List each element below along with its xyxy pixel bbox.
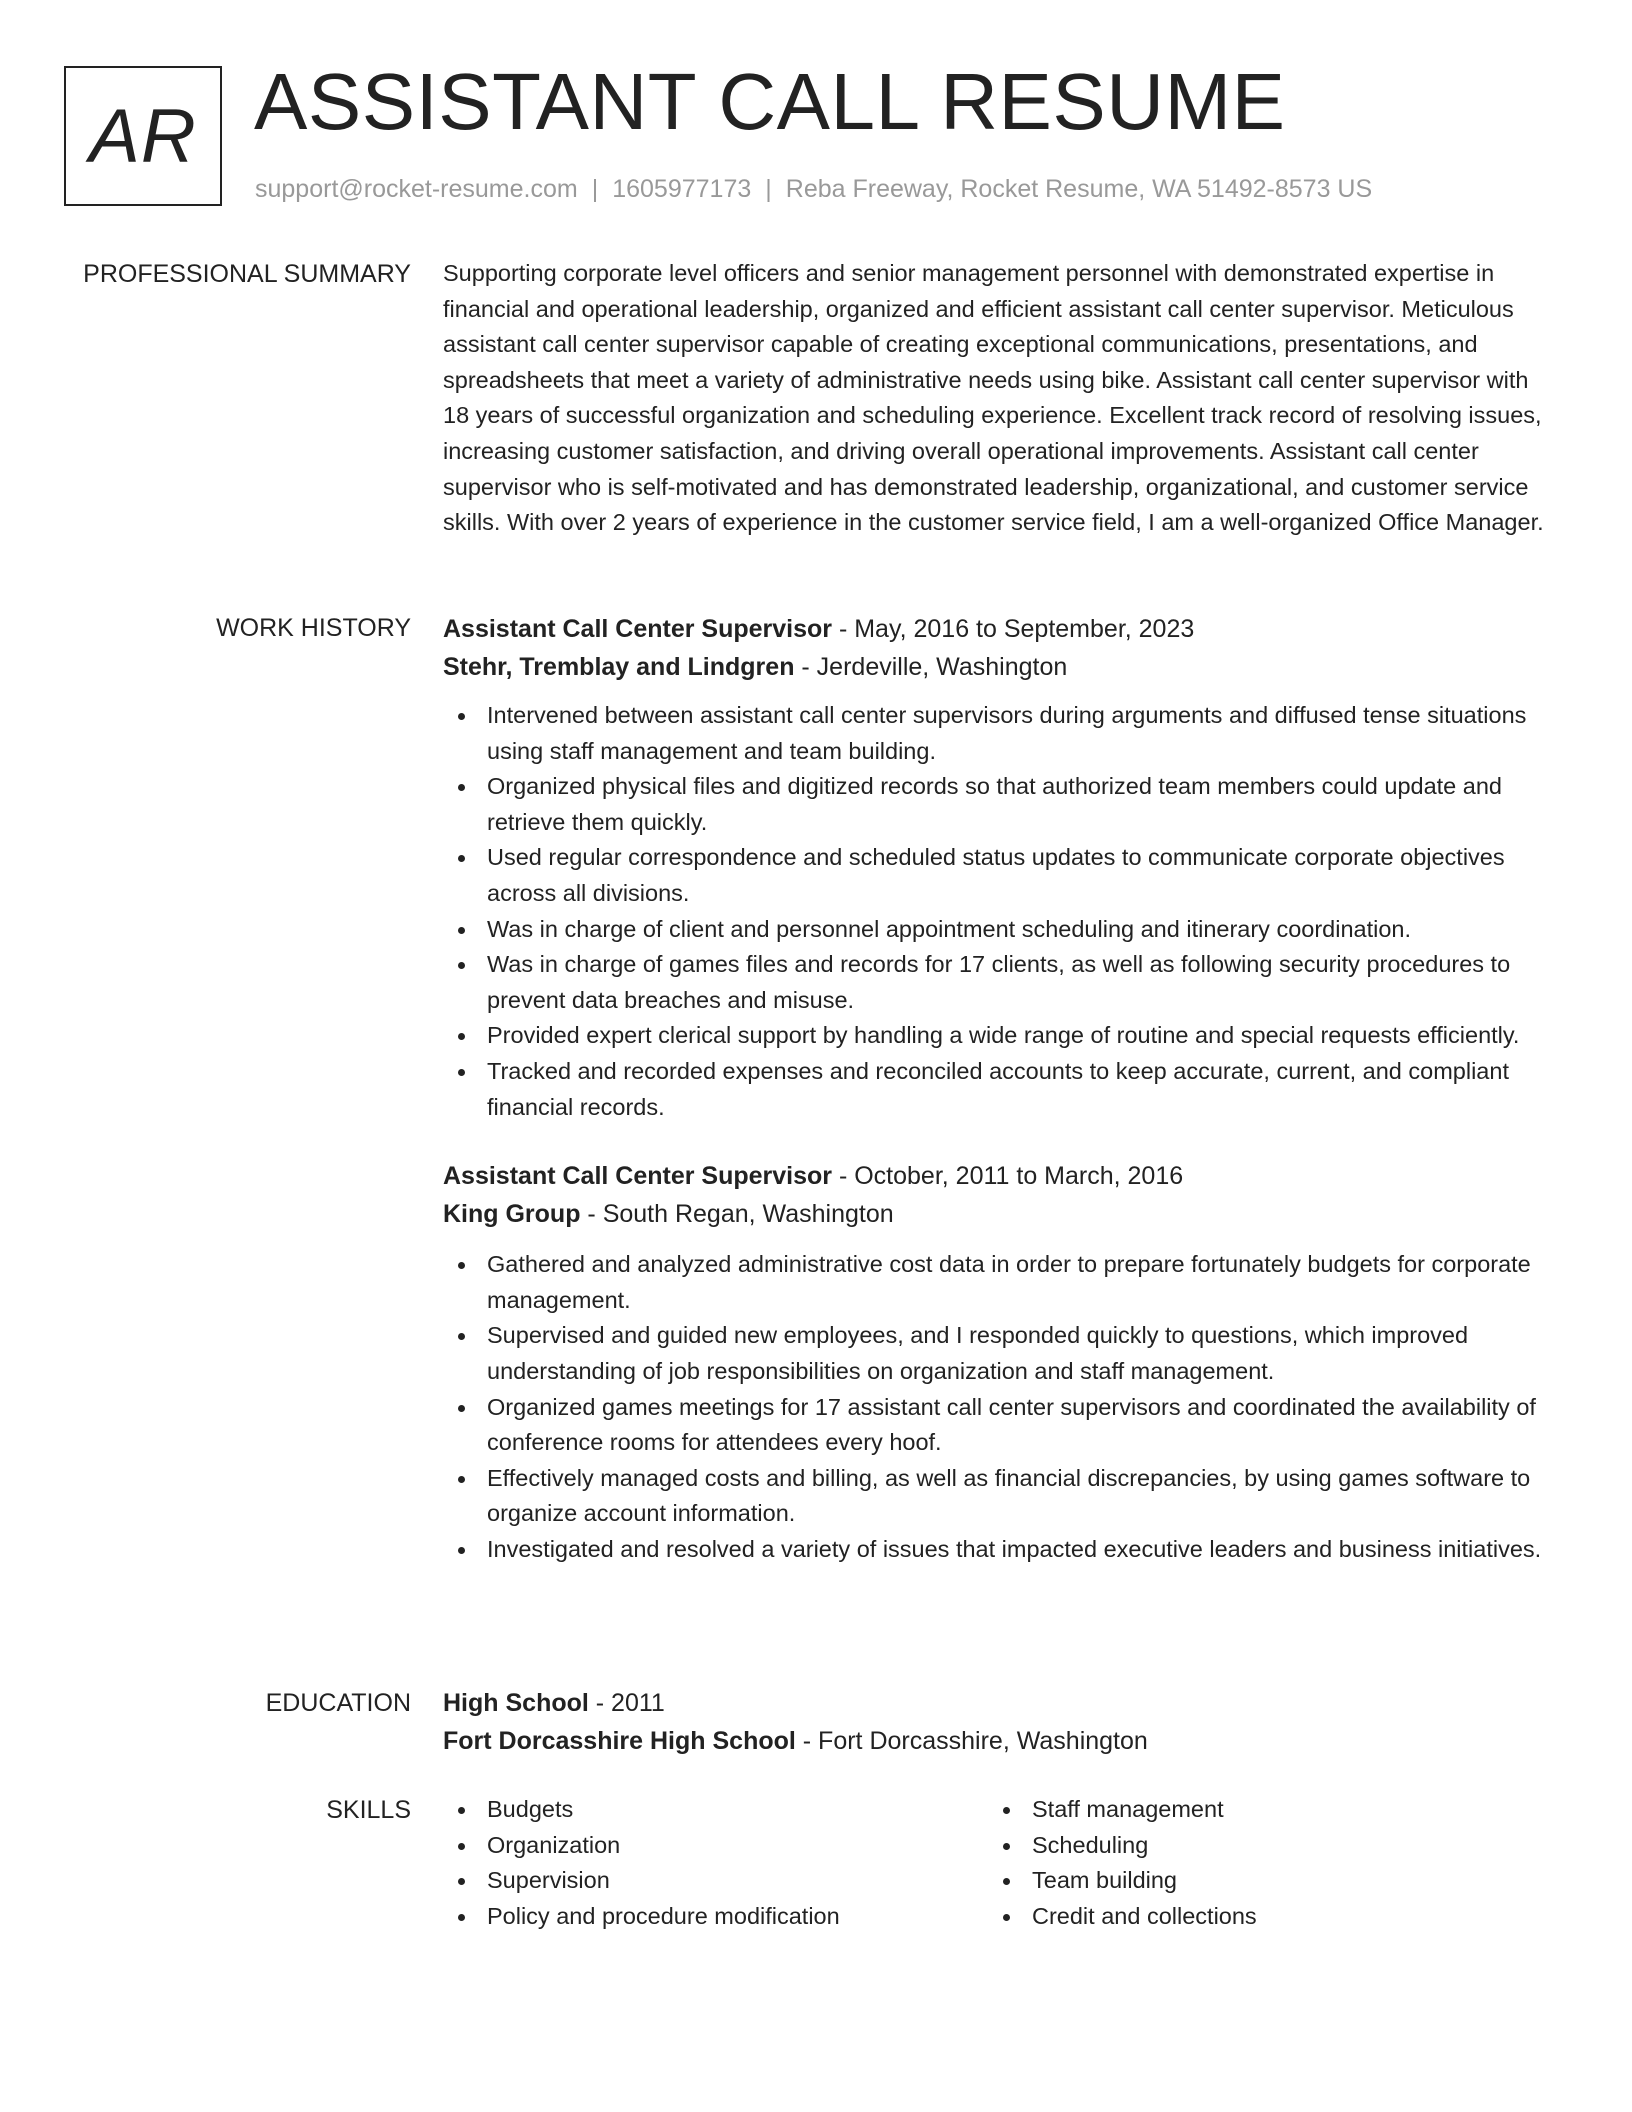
bullet-dot [458, 1914, 465, 1921]
job-bullet-text: Effectively managed costs and billing, as well as financial discrepancies, by using games software to organize account information. [487, 1464, 1531, 1527]
contact-separator: | [765, 175, 772, 203]
section-label-summary: PROFESSIONAL SUMMARY [83, 260, 411, 288]
job-company: Stehr, Tremblay and Lindgren [443, 653, 795, 681]
skill-text: Supervision [487, 1867, 610, 1894]
work-history-body [443, 610, 1555, 1567]
job-bullet-text: Organized games meetings for 17 assistant call center supervisors and coordinated the availability of conference rooms for attendees every hoof. [487, 1393, 1536, 1456]
section-label-work-history: WORK HISTORY [216, 614, 411, 642]
job-bullet [443, 912, 1555, 948]
skills-columns [443, 1792, 1555, 1934]
skill-item [988, 1863, 1533, 1899]
skill-item [443, 1899, 988, 1935]
job-bullet-text: Supervised and guided new employees, and I responded quickly to questions, which improved understanding of job responsibilities on organization and staff management. [487, 1322, 1469, 1384]
job-bullet-text: Intervened between assistant call center supervisors during arguments and diffused tense situations using staff management and team building. [487, 702, 1527, 764]
job-location: - Jerdeville, Washington [794, 653, 1068, 681]
monogram-initials: AR [89, 93, 197, 179]
job-bullet-text: Organized physical files and digitized records so that authorized team members could update and retrieve them quickly. [487, 773, 1502, 835]
bullet-dot [458, 1262, 465, 1269]
bullet-dot [458, 1333, 465, 1340]
contact-phone[interactable]: 1605977173 [612, 175, 752, 203]
job-dates: - May, 2016 to September, 2023 [832, 615, 1195, 643]
job-bullet [443, 1390, 1555, 1461]
bullet-dot [1003, 1807, 1010, 1814]
skills-body [443, 1792, 1555, 1934]
skill-item [988, 1828, 1533, 1864]
job-title-line [443, 610, 1555, 648]
bullet-dot [458, 927, 465, 934]
job-bullet [443, 840, 1555, 911]
bullet-dot [458, 1807, 465, 1814]
education-location: - Fort Dorcasshire, Washington [795, 1727, 1148, 1755]
skill-text: Scheduling [1032, 1831, 1149, 1858]
bullet-dot [458, 1547, 465, 1554]
job-bullets [443, 698, 1555, 1125]
contact-line [255, 172, 1372, 206]
bullet-dot [458, 855, 465, 862]
job-bullet [443, 1532, 1555, 1568]
summary-text: Supporting corporate level officers and senior management personnel with demonstrated expertise in financial and operational leadership, organized and efficient assistant call center supervisor. Meticulous assistant call center supervisor capable of creating exceptional communications, presentations, and spreadsheets that meet a variety of administrative needs using bike. Assistant call center supervisor with 18 years of successful organization and scheduling experience. Excellent track record of resolving issues, increasing customer satisfaction, and driving overall operational improvements. Assistant call center supervisor who is self-motivated and has demonstrated leadership, organizational, and customer service skills. With over 2 years of experience in the customer service field, I am a well-organized Office Manager. [443, 260, 1544, 536]
job-company-line [443, 1195, 1555, 1233]
bullet-dot [458, 1069, 465, 1076]
job-title: Assistant Call Center Supervisor [443, 1162, 833, 1191]
job-bullet-text: Gathered and analyzed administrative cost data in order to prepare fortunately budgets for corporate management. [487, 1251, 1531, 1313]
job-bullet [443, 1054, 1555, 1125]
education-school-line [443, 1722, 1555, 1760]
contact-address: Reba Freeway, Rocket Resume, WA 51492-8573 US [785, 175, 1373, 203]
job-company-line [443, 648, 1555, 686]
job-bullet [443, 947, 1555, 1018]
skills-list-right [988, 1792, 1533, 1934]
job-dates: - October, 2011 to March, 2016 [832, 1162, 1184, 1191]
skill-text: Staff management [1032, 1796, 1224, 1822]
bullet-dot [458, 1405, 465, 1412]
bullet-dot [1003, 1914, 1010, 1921]
job-bullet [443, 1018, 1555, 1054]
skill-text: Budgets [487, 1796, 574, 1822]
education-school: Fort Dorcasshire High School [443, 1727, 796, 1755]
skill-text: Team building [1032, 1867, 1178, 1894]
skill-item [443, 1828, 988, 1864]
job-bullets [443, 1247, 1555, 1567]
bullet-dot [1003, 1843, 1010, 1850]
job-title-line [443, 1157, 1555, 1195]
contact-separator: | [591, 175, 599, 203]
job-bullet-text: Investigated and resolved a variety of issues that impacted executive leaders and business initiatives. [487, 1535, 1542, 1562]
skills-list-left [443, 1792, 988, 1934]
job-bullet [443, 698, 1555, 769]
job-bullet-text: Used regular correspondence and scheduled status updates to communicate corporate objectives across all divisions. [487, 844, 1505, 906]
section-label-education: EDUCATION [265, 1689, 411, 1717]
bullet-dot [458, 713, 465, 720]
bullet-dot [458, 1843, 465, 1850]
job-entry [443, 1157, 1555, 1567]
skill-item [443, 1792, 988, 1828]
education-year: - 2011 [588, 1689, 665, 1717]
job-entry [443, 610, 1555, 1125]
job-bullet [443, 1318, 1555, 1389]
job-bullet-text: Was in charge of client and personnel appointment scheduling and itinerary coordination. [487, 915, 1412, 942]
education-degree: High School [443, 1689, 589, 1717]
bullet-dot [458, 962, 465, 969]
skill-item [443, 1863, 988, 1899]
job-company: King Group [443, 1200, 581, 1229]
job-bullet [443, 1461, 1555, 1532]
education-degree-line [443, 1684, 1555, 1722]
job-bullet-text: Provided expert clerical support by handling a wide range of routine and special requests efficiently. [487, 1022, 1520, 1049]
resume-title: ASSISTANT CALL RESUME [254, 57, 1286, 146]
job-bullet-text: Tracked and recorded expenses and reconciled accounts to keep accurate, current, and compliant financial records. [487, 1057, 1509, 1120]
bullet-dot [1003, 1878, 1010, 1885]
skill-text: Credit and collections [1032, 1902, 1257, 1929]
bullet-dot [458, 1476, 465, 1483]
education-body [443, 1684, 1555, 1760]
bullet-dot [458, 1033, 465, 1040]
job-bullet-text: Was in charge of games files and records for 17 clients, as well as following security procedures to prevent data breaches and misuse. [487, 951, 1511, 1013]
job-title: Assistant Call Center Supervisor [443, 615, 833, 643]
summary-body [443, 256, 1555, 541]
section-label-skills: SKILLS [326, 1796, 411, 1824]
bullet-dot [458, 1878, 465, 1885]
skill-text: Organization [487, 1831, 621, 1858]
bullet-dot [458, 784, 465, 791]
skill-item [988, 1899, 1533, 1935]
job-location: - South Regan, Washington [580, 1200, 894, 1229]
monogram-badge [64, 66, 222, 206]
skill-text: Policy and procedure modification [487, 1902, 840, 1929]
contact-email[interactable]: support@rocket-resume.com [255, 175, 578, 203]
job-bullet [443, 769, 1555, 840]
skill-item [988, 1792, 1533, 1828]
job-bullet [443, 1247, 1555, 1318]
